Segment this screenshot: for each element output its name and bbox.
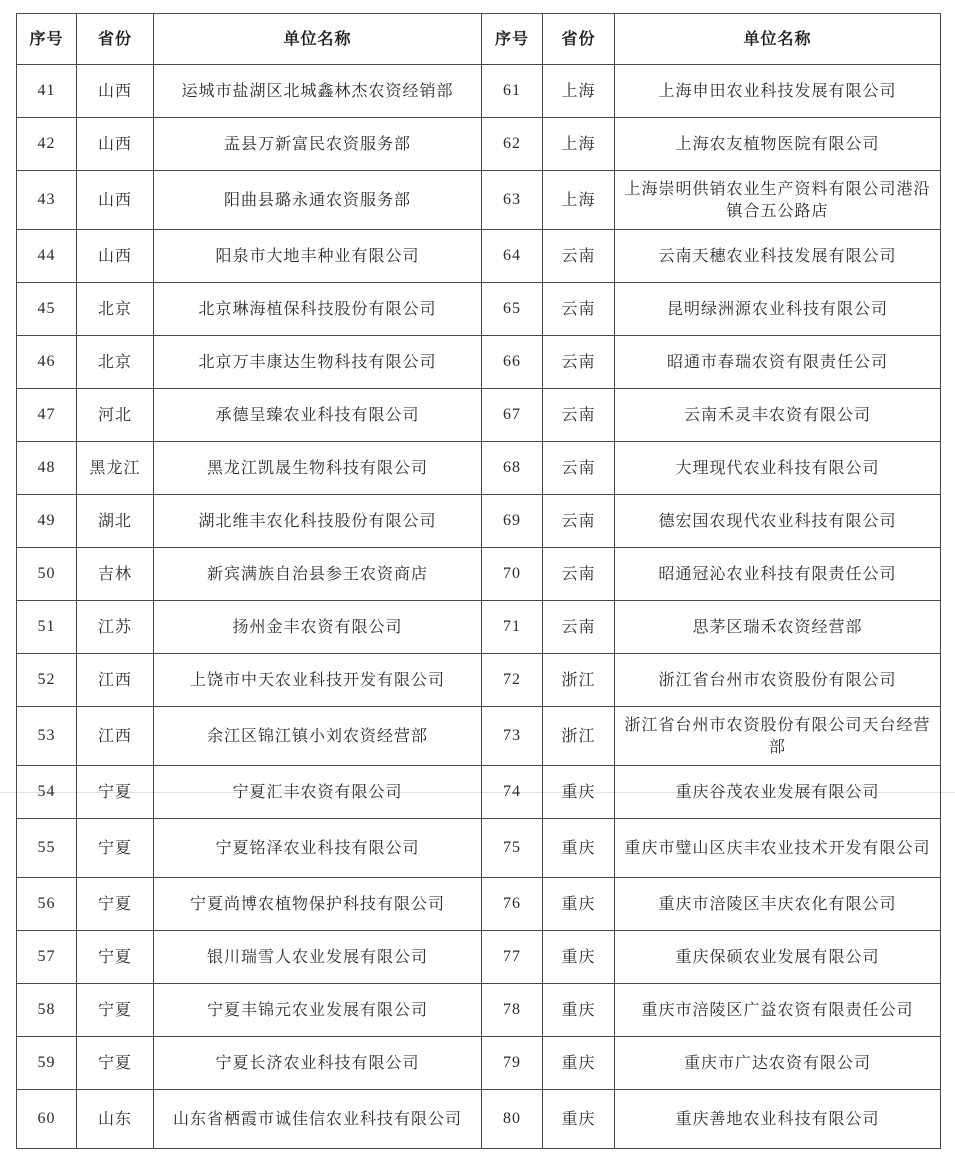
left-unit-name-cell: 黑龙江凯晟生物科技有限公司 — [154, 442, 482, 495]
table-row — [17, 118, 941, 171]
right-province-cell: 重庆 — [543, 931, 615, 984]
table-row — [17, 984, 941, 1037]
right-province-cell: 重庆 — [543, 1090, 615, 1149]
left-province-cell: 河北 — [77, 389, 154, 442]
table-row — [17, 931, 941, 984]
right-seq-cell: 73 — [482, 707, 543, 766]
table-row — [17, 707, 941, 766]
left-unit-name-cell: 余江区锦江镇小刘农资经营部 — [154, 707, 482, 766]
right-seq-cell: 72 — [482, 654, 543, 707]
left-seq-cell: 59 — [17, 1037, 77, 1090]
right-province-cell: 重庆 — [543, 766, 615, 819]
left-unit-name-cell: 阳曲县璐永通农资服务部 — [154, 171, 482, 230]
right-unit-name-cell: 云南天穗农业科技发展有限公司 — [615, 230, 941, 283]
right-unit-name-cell: 上海崇明供销农业生产资料有限公司港沿镇合五公路店 — [615, 171, 941, 230]
left-seq-cell: 47 — [17, 389, 77, 442]
table-row — [17, 171, 941, 230]
right-province-cell: 浙江 — [543, 654, 615, 707]
right-seq-cell: 62 — [482, 118, 543, 171]
header-province: 省份 — [77, 14, 154, 65]
left-seq-cell: 49 — [17, 495, 77, 548]
right-unit-name-cell: 重庆谷茂农业发展有限公司 — [615, 766, 941, 819]
right-seq-cell: 66 — [482, 336, 543, 389]
left-unit-name-cell: 宁夏丰锦元农业发展有限公司 — [154, 984, 482, 1037]
right-province-cell: 云南 — [543, 283, 615, 336]
right-unit-name-cell: 重庆市涪陵区丰庆农化有限公司 — [615, 878, 941, 931]
right-province-cell: 重庆 — [543, 878, 615, 931]
left-seq-cell: 51 — [17, 601, 77, 654]
header-province: 省份 — [543, 14, 615, 65]
right-unit-name-cell: 思茅区瑞禾农资经营部 — [615, 601, 941, 654]
table-row — [17, 389, 941, 442]
right-province-cell: 云南 — [543, 601, 615, 654]
left-province-cell: 宁夏 — [77, 819, 154, 878]
right-unit-name-cell: 上海农友植物医院有限公司 — [615, 118, 941, 171]
right-unit-name-cell: 上海申田农业科技发展有限公司 — [615, 65, 941, 118]
right-unit-name-cell: 昭通冠沁农业科技有限责任公司 — [615, 548, 941, 601]
right-province-cell: 重庆 — [543, 984, 615, 1037]
left-province-cell: 吉林 — [77, 548, 154, 601]
right-seq-cell: 80 — [482, 1090, 543, 1149]
right-unit-name-cell: 重庆善地农业科技有限公司 — [615, 1090, 941, 1149]
left-province-cell: 山西 — [77, 230, 154, 283]
header-seq: 序号 — [17, 14, 77, 65]
table-row — [17, 495, 941, 548]
left-seq-cell: 52 — [17, 654, 77, 707]
left-seq-cell: 43 — [17, 171, 77, 230]
table-row — [17, 601, 941, 654]
right-seq-cell: 74 — [482, 766, 543, 819]
table-row — [17, 654, 941, 707]
right-seq-cell: 71 — [482, 601, 543, 654]
header-unit-name: 单位名称 — [154, 14, 482, 65]
left-province-cell: 江西 — [77, 707, 154, 766]
right-seq-cell: 78 — [482, 984, 543, 1037]
left-unit-name-cell: 盂县万新富民农资服务部 — [154, 118, 482, 171]
right-province-cell: 重庆 — [543, 819, 615, 878]
right-province-cell: 上海 — [543, 65, 615, 118]
left-province-cell: 宁夏 — [77, 931, 154, 984]
table-row — [17, 548, 941, 601]
left-province-cell: 山东 — [77, 1090, 154, 1149]
right-unit-name-cell: 重庆市涪陵区广益农资有限责任公司 — [615, 984, 941, 1037]
table-row — [17, 819, 941, 878]
left-unit-name-cell: 宁夏尚博农植物保护科技有限公司 — [154, 878, 482, 931]
left-province-cell: 江西 — [77, 654, 154, 707]
left-province-cell: 宁夏 — [77, 984, 154, 1037]
right-unit-name-cell: 浙江省台州市农资股份有限公司天台经营部 — [615, 707, 941, 766]
table-body — [17, 65, 941, 1149]
left-unit-name-cell: 银川瑞雪人农业发展有限公司 — [154, 931, 482, 984]
unit-list-table — [16, 13, 941, 1149]
right-unit-name-cell: 云南禾灵丰农资有限公司 — [615, 389, 941, 442]
left-province-cell: 宁夏 — [77, 766, 154, 819]
right-unit-name-cell: 重庆市璧山区庆丰农业技术开发有限公司 — [615, 819, 941, 878]
table-row — [17, 336, 941, 389]
right-seq-cell: 68 — [482, 442, 543, 495]
left-seq-cell: 53 — [17, 707, 77, 766]
table-row — [17, 878, 941, 931]
right-seq-cell: 65 — [482, 283, 543, 336]
left-unit-name-cell: 湖北维丰农化科技股份有限公司 — [154, 495, 482, 548]
right-province-cell: 云南 — [543, 389, 615, 442]
left-unit-name-cell: 承德呈臻农业科技有限公司 — [154, 389, 482, 442]
left-seq-cell: 55 — [17, 819, 77, 878]
right-seq-cell: 76 — [482, 878, 543, 931]
right-province-cell: 云南 — [543, 548, 615, 601]
left-seq-cell: 48 — [17, 442, 77, 495]
left-unit-name-cell: 北京琳海植保科技股份有限公司 — [154, 283, 482, 336]
right-unit-name-cell: 昆明绿洲源农业科技有限公司 — [615, 283, 941, 336]
left-unit-name-cell: 北京万丰康达生物科技有限公司 — [154, 336, 482, 389]
left-seq-cell: 45 — [17, 283, 77, 336]
left-province-cell: 江苏 — [77, 601, 154, 654]
right-seq-cell: 77 — [482, 931, 543, 984]
right-seq-cell: 63 — [482, 171, 543, 230]
table-row — [17, 766, 941, 819]
left-unit-name-cell: 新宾满族自治县参王农资商店 — [154, 548, 482, 601]
header-row — [17, 14, 941, 65]
left-province-cell: 北京 — [77, 336, 154, 389]
left-seq-cell: 42 — [17, 118, 77, 171]
left-unit-name-cell: 上饶市中天农业科技开发有限公司 — [154, 654, 482, 707]
table-row — [17, 65, 941, 118]
left-unit-name-cell: 山东省栖霞市诚佳信农业科技有限公司 — [154, 1090, 482, 1149]
right-seq-cell: 64 — [482, 230, 543, 283]
right-unit-name-cell: 德宏国农现代农业科技有限公司 — [615, 495, 941, 548]
right-province-cell: 浙江 — [543, 707, 615, 766]
left-unit-name-cell: 宁夏长济农业科技有限公司 — [154, 1037, 482, 1090]
right-unit-name-cell: 浙江省台州市农资股份有限公司 — [615, 654, 941, 707]
left-province-cell: 山西 — [77, 118, 154, 171]
left-province-cell: 山西 — [77, 65, 154, 118]
left-seq-cell: 60 — [17, 1090, 77, 1149]
right-province-cell: 上海 — [543, 118, 615, 171]
left-seq-cell: 50 — [17, 548, 77, 601]
left-seq-cell: 54 — [17, 766, 77, 819]
right-unit-name-cell: 大理现代农业科技有限公司 — [615, 442, 941, 495]
right-seq-cell: 61 — [482, 65, 543, 118]
left-seq-cell: 41 — [17, 65, 77, 118]
header-unit-name: 单位名称 — [615, 14, 941, 65]
left-seq-cell: 58 — [17, 984, 77, 1037]
right-province-cell: 云南 — [543, 442, 615, 495]
header-seq: 序号 — [482, 14, 543, 65]
table-row — [17, 442, 941, 495]
right-province-cell: 云南 — [543, 336, 615, 389]
table-row — [17, 230, 941, 283]
right-unit-name-cell: 重庆市广达农资有限公司 — [615, 1037, 941, 1090]
left-province-cell: 山西 — [77, 171, 154, 230]
left-unit-name-cell: 扬州金丰农资有限公司 — [154, 601, 482, 654]
right-unit-name-cell: 昭通市春瑞农资有限责任公司 — [615, 336, 941, 389]
right-unit-name-cell: 重庆保硕农业发展有限公司 — [615, 931, 941, 984]
right-province-cell: 上海 — [543, 171, 615, 230]
table-row — [17, 1037, 941, 1090]
right-seq-cell: 69 — [482, 495, 543, 548]
left-province-cell: 宁夏 — [77, 1037, 154, 1090]
left-seq-cell: 44 — [17, 230, 77, 283]
table-row — [17, 283, 941, 336]
table-row — [17, 1090, 941, 1149]
right-province-cell: 云南 — [543, 495, 615, 548]
left-unit-name-cell: 宁夏汇丰农资有限公司 — [154, 766, 482, 819]
right-seq-cell: 70 — [482, 548, 543, 601]
left-unit-name-cell: 运城市盐湖区北城鑫林杰农资经销部 — [154, 65, 482, 118]
left-unit-name-cell: 宁夏铭泽农业科技有限公司 — [154, 819, 482, 878]
left-province-cell: 黑龙江 — [77, 442, 154, 495]
right-province-cell: 重庆 — [543, 1037, 615, 1090]
right-seq-cell: 79 — [482, 1037, 543, 1090]
left-seq-cell: 57 — [17, 931, 77, 984]
left-province-cell: 湖北 — [77, 495, 154, 548]
left-province-cell: 宁夏 — [77, 878, 154, 931]
right-seq-cell: 75 — [482, 819, 543, 878]
right-province-cell: 云南 — [543, 230, 615, 283]
left-seq-cell: 56 — [17, 878, 77, 931]
left-province-cell: 北京 — [77, 283, 154, 336]
left-seq-cell: 46 — [17, 336, 77, 389]
left-unit-name-cell: 阳泉市大地丰种业有限公司 — [154, 230, 482, 283]
right-seq-cell: 67 — [482, 389, 543, 442]
